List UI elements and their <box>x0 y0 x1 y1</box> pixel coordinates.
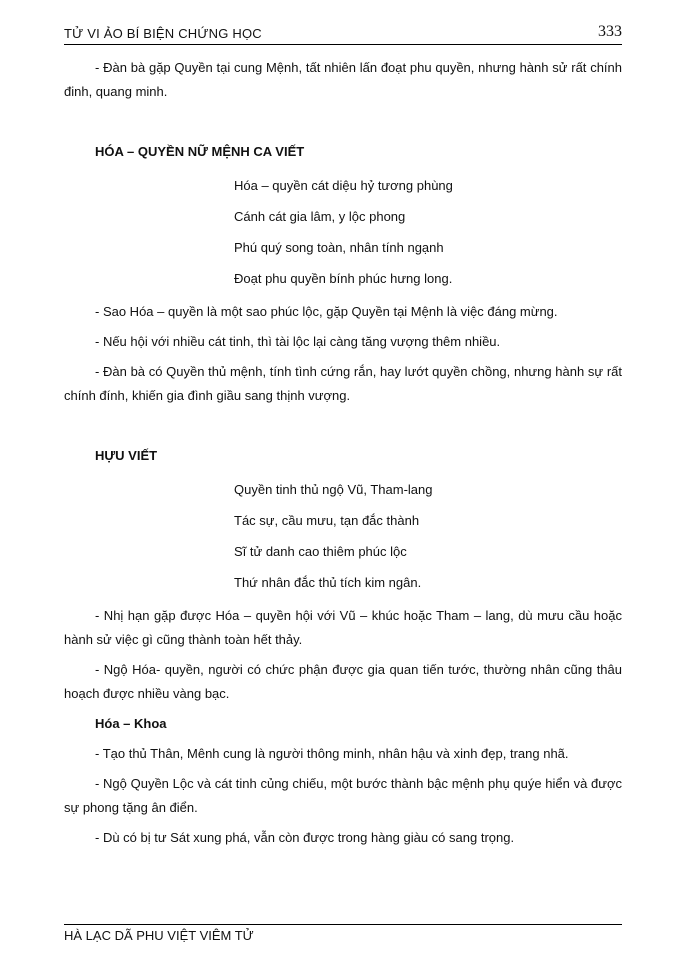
section-heading: HỰU VIẾT <box>95 448 158 463</box>
page-footer <box>64 924 622 943</box>
page-number: 333 <box>598 23 622 40</box>
verse-line: Tác sự, cầu mưu, tạn đắc thành <box>234 513 420 528</box>
verse-line: Đoạt phu quyền bính phúc hưng long. <box>234 271 453 286</box>
verse-block <box>64 170 622 294</box>
verse-line: Hóa – quyền cát diệu hỷ tương phùng <box>234 178 453 193</box>
verse-line: Sĩ tử danh cao thiêm phúc lộc <box>234 544 407 559</box>
paragraph: - Sao Hóa – quyền là một sao phúc lộc, gặp Quyền tại Mệnh là việc đáng mừng. <box>95 304 558 319</box>
verse-block <box>64 474 622 598</box>
verse-line: Thứ nhân đắc thủ tích kim ngân. <box>234 575 422 590</box>
verse-line: Quyền tinh thủ ngộ Vũ, Tham-lang <box>234 482 433 497</box>
footer-author: HÀ LẠC DÃ PHU VIỆT VIÊM TỬ <box>64 928 254 943</box>
paragraph: - Dù có bị tư Sát xung phá, vẫn còn được trong hàng giàu có sang trọng. <box>95 830 515 845</box>
page-header <box>64 20 622 45</box>
paragraph: - Ngộ Quyền Lộc và cát tinh củng chiếu, một bước thành bậc mệnh phụ quýe hiển và được sự phong tặng ân điển. <box>64 776 622 815</box>
page-content <box>64 56 622 850</box>
paragraph: - Nhị hạn gặp được Hóa – quyền hội với Vũ – khúc hoặc Tham – lang, dù mưu cầu hoặc hành sử việc gì cũng thành toàn hết thảy. <box>64 608 622 647</box>
paragraph: - Tạo thủ Thân, Mênh cung là người thông minh, nhân hậu và xinh đẹp, trang nhã. <box>95 746 569 761</box>
paragraph: - Đàn bà có Quyền thủ mệnh, tính tình cứng rắn, hay lướt quyền chồng, nhưng hành sự rất chính đính, khiến gia đình giầu sang thịnh vượng. <box>64 364 622 403</box>
paragraph: - Nếu hội với nhiều cát tinh, thì tài lộc lại càng tăng vượng thêm nhiều. <box>95 334 501 349</box>
book-title: TỬ VI ẢO BÍ BIỆN CHỨNG HỌC <box>64 26 262 41</box>
paragraph: - Ngộ Hóa- quyền, người có chức phận được gia quan tiến tước, thường nhân cũng thâu hoạch được nhiều vàng bạc. <box>64 662 622 701</box>
verse-line: Cánh cát gia lâm, y lộc phong <box>234 209 406 224</box>
verse-line: Phú quý song toàn, nhân tính ngạnh <box>234 240 444 255</box>
paragraph: - Đàn bà gặp Quyền tại cung Mệnh, tất nhiên lấn đoạt phu quyền, nhưng hành sử rất chính đinh, quang minh. <box>64 60 622 99</box>
section-heading: HÓA – QUYỀN NỮ MỆNH CA VIẾT <box>95 144 305 159</box>
section-heading: Hóa – Khoa <box>95 716 167 731</box>
